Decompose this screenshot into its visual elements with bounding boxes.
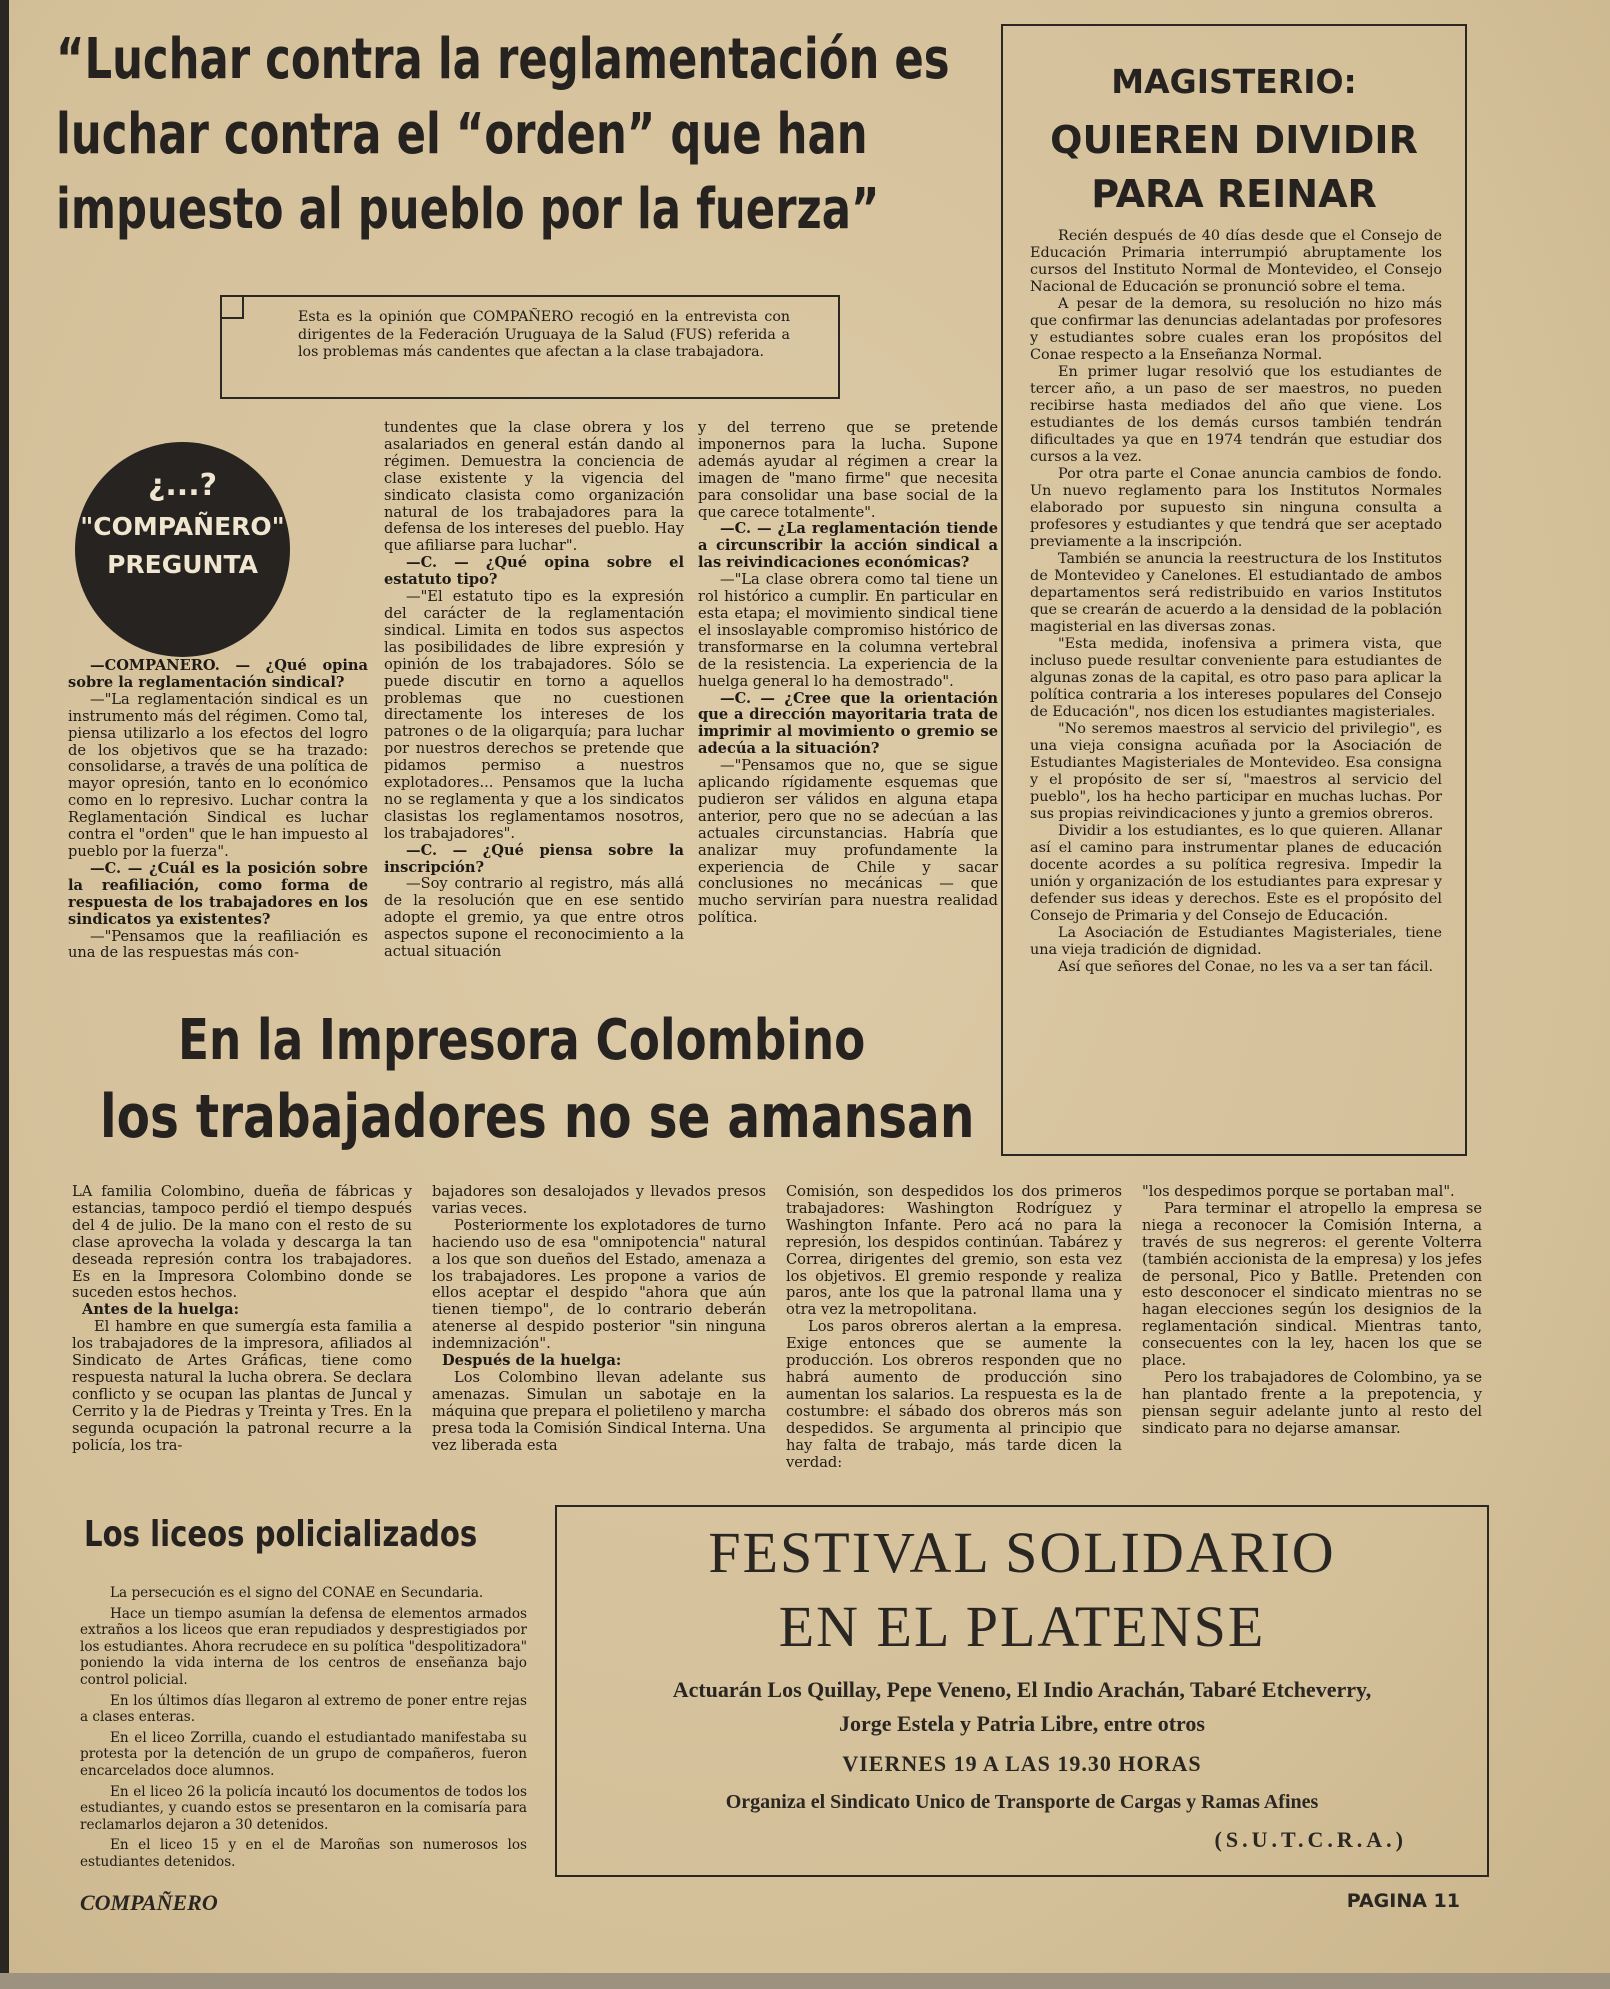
- article-paragraph: —"La clase obrera como tal tiene un rol histórico a cumplir. En particular en esta etapa; el movimiento sindical tiene el insoslayable compromiso histórico de transformarse en la columna vertebral de la resistencia. La experiencia de la huelga general lo ha demostrado".: [698, 571, 998, 690]
- article-paragraph: —C. — ¿La reglamentación tiende a circunscribir la acción sindical a las reivindicaciones económicas?: [698, 520, 998, 572]
- colombino-headline-1: En la Impresora Colombino: [178, 1008, 866, 1073]
- colombino-column-2: [432, 1184, 766, 1494]
- article-paragraph: Posteriormente los explotadores de turno haciendo uso de esa "omnipotencia" natural a los que son dueños del Estado, amenaza a los trabajadores. Les propone a varios de ellos aceptar el despido "ahora que aún tienen tiempo", de lo contrario deberán atenerse al despido posterior "sin ninguna indemnización".: [432, 1216, 766, 1353]
- article-paragraph: La Asociación de Estudiantes Magisteriales, tiene una vieja tradición de dignidad.: [1030, 925, 1442, 958]
- badge-question-marks: ¿...?: [148, 468, 217, 503]
- article-paragraph: —"La reglamentación sindical es un instrumento más del régimen. Como tal, piensa utilizarlo a los efectos del logro de los objetivos que se ha trazado: consolidarse, a través de una política de mayor opresión, tanto en lo económico como en lo represivo. Luchar contra la Reglamentación Sindical es luchar contra el "orden" que le han impuesto al pueblo por la fuerza".: [68, 690, 368, 860]
- article-paragraph: y del terreno que se pretende imponernos para la lucha. Supone además ayudar al régimen a crear la imagen de "mano firme" que necesita para consolidar una base social de la que carece totalmente".: [698, 420, 998, 521]
- article-paragraph: El hambre en que sumergía esta familia a los trabajadores de la impresora, afiliados al Sindicato de Artes Gráficas, tiene como respuesta natural la lucha obrera. Se declara conflicto y se ocupan las plantas de Juncal y Cerrito y la de Piedras y Treinta y Tres. En la segunda ocupación la patronal recurre a la policía, los tra-: [72, 1318, 412, 1454]
- article-paragraph: —Soy contrario al registro, más allá de la resolución que en ese sentido adopte el gremio, ya que entre otros aspectos supone el reconocimiento a la actual situación: [384, 875, 684, 961]
- interview-column-2: [384, 420, 684, 995]
- article-paragraph: Así que señores del Conae, no les va a ser tan fácil.: [1058, 959, 1434, 975]
- article-paragraph: —C. — ¿Qué piensa sobre la inscripción?: [384, 841, 684, 876]
- interview-intro-text: Esta es la opinión que COMPAÑERO recogió en la entrevista con dirigentes de la Federación Uruguaya de la Salud (FUS) referida a los problemas más candentes que afectan a la clase trabajadora.: [298, 309, 790, 360]
- article-paragraph: "los despedimos porque se portaban mal".: [1142, 1184, 1455, 1200]
- article-paragraph: Antes de la huelga:: [82, 1301, 240, 1319]
- page-edge: [0, 0, 9, 1989]
- article-paragraph: "Esta medida, inofensiva a primera vista, que incluso puede resultar conveniente para estudiantes de algunas zonas de la capital, es otro paso para aplicar la política contraria a los intereses populares del Consejo de Educación", nos dicen los estudiantes magisteriales.: [1030, 636, 1442, 720]
- article-paragraph: Pero los trabajadores de Colombino, ya se han plantado frente a la prepotencia, y piensan seguir adelante junto al resto del sindicato para no dejarse amansar.: [1142, 1368, 1482, 1437]
- magisterio-title-3: PARA REINAR: [1091, 172, 1377, 216]
- festival-organizer: Organiza el Sindicato Unico de Transporte de Cargas y Ramas Afines: [725, 1791, 1319, 1813]
- interview-column-1: [68, 658, 368, 994]
- article-paragraph: —C. — ¿Qué opina sobre el estatuto tipo?: [384, 554, 684, 589]
- colombino-column-3: [786, 1184, 1122, 1494]
- article-paragraph: En el liceo Zorrilla, cuando el estudiantado manifestaba su protesta por la detención de un grupo de compañeros, fueron encarcelados doce alumnos.: [80, 1729, 527, 1779]
- festival-title-2: EN EL PLATENSE: [778, 1594, 1266, 1659]
- article-paragraph: —C. — ¿Cree que la orientación que a dirección mayoritaria trata de imprimir al movimiento o gremio se adecúa a la situación?: [698, 689, 998, 758]
- magisterio-body: [1030, 228, 1442, 976]
- festival-acronym: (S.U.T.C.R.A.): [1214, 1827, 1407, 1852]
- colombino-column-4: [1142, 1184, 1482, 1494]
- liceos-headline: Los liceos policializados: [84, 1514, 478, 1555]
- festival-title-1: FESTIVAL SOLIDARIO: [708, 1520, 1336, 1585]
- companero-pregunta-badge: [75, 442, 290, 657]
- article-paragraph: En primer lugar resolvió que los estudiantes de tercer año, a un paso de ser maestros, no pueden recibirse hasta mediados del año que viene. Los estudiantes de los demás cursos también tendrán dificultades ya que en 1974 tendrán que estudiar dos cursos a la vez.: [1030, 364, 1442, 465]
- article-paragraph: La persecución es el signo del CONAE en Secundaria.: [110, 1585, 484, 1601]
- colombino-column-1: [72, 1184, 412, 1494]
- article-paragraph: En los últimos días llegaron al extremo de poner entre rejas a clases enteras.: [80, 1692, 527, 1726]
- article-paragraph: Por otra parte el Conae anuncia cambios de fondo. Un nuevo reglamento para los Institutos Normales elaborado por supuesto sin ninguna consulta a profesores y estudiantes y que tendrá que ser aceptado previamente a la inscripción.: [1030, 466, 1442, 550]
- article-paragraph: bajadores son desalojados y llevados presos varias veces.: [432, 1184, 766, 1217]
- main-headline: “Luchar contra la reglamentación es luchar contra el “orden” que han impuesto al pueblo por la fuerza”: [56, 27, 950, 242]
- footer-page-number: PAGINA 11: [1346, 1890, 1460, 1912]
- article-paragraph: Recién después de 40 días desde que el Consejo de Educación Primaria interrumpió abruptamente los cursos del Instituto Normal de Montevideo, el Consejo Nacional de Educación se pronunció sobre el tema.: [1030, 228, 1442, 295]
- magisterio-title-2: QUIEREN DIVIDIR: [1050, 118, 1418, 162]
- article-paragraph: —COMPAÑERO. — ¿Qué opina sobre la reglamentación sindical?: [68, 658, 368, 691]
- interview-column-3: [698, 420, 998, 975]
- article-paragraph: En el liceo 26 la policía incautó los documentos de todos los estudiantes, y cuando estos se presentaron en la comisaría para reclamarlos dejaron a 30 detenidos.: [80, 1783, 527, 1833]
- article-paragraph: Los paros obreros alertan a la empresa. Exige entonces que se aumente la producción. Los obreros responden que no habrá aumento de producción sino aumentan los salarios. La respuesta es la de costumbre: el sábado dos obreros más son despedidos. Se argumenta al principio que hay falta de trabajo, más tarde dicen la verdad:: [786, 1318, 1122, 1471]
- festival-ad-box: [555, 1505, 1489, 1877]
- article-paragraph: Los Colombino llevan adelante sus amenazas. Simulan un sabotaje en la máquina que prepara el polietileno y marcha presa toda la Comisión Sindical Interna. Una vez liberada esta: [432, 1368, 766, 1454]
- article-paragraph: LA familia Colombino, dueña de fábricas y estancias, tampoco perdió el tiempo después del 4 de julio. De la mano con el resto de su clase aprovecha la volada y descarga la tan deseada represión contra los trabajadores. Es en la Impresora Colombino donde se suceden estos hechos.: [72, 1184, 412, 1302]
- box-corner-accent: [220, 295, 244, 319]
- article-paragraph: Para terminar el atropello la empresa se niega a reconocer la Comisión Interna, a través de sus negreros: el gerente Volterra (también accionista de la empresa) y los jefes de personal, Pico y Batlle. Pretenden con esto desconocer el sindicato mientras no se hagan elecciones según los designios de la reglamentación sindical. Mientras tanto, consecuentes con la ley, hacen los que se place.: [1142, 1199, 1482, 1370]
- festival-performers-2: Jorge Estela y Patria Libre, entre otros: [839, 1711, 1205, 1736]
- article-paragraph: tundentes que la clase obrera y los asalariados en general están dando al régimen. Demuestra la conciencia de clase existente y la vigencia del sindicato clasista como organización natural de los trabajadores para la defensa de los intereses del pueblo. Hay que afiliarse para luchar".: [384, 420, 684, 555]
- magisterio-title-1: MAGISTERIO:: [1111, 62, 1357, 101]
- article-paragraph: También se anuncia la reestructura de los Institutos de Montevideo y Canelones. El estudiantado de ambos departamentos será redistribuido en varios Institutos que se crearán de acuerdo a la densidad de la población magisterial en las diversas zonas.: [1030, 551, 1442, 635]
- scan-bottom-strip: [0, 1973, 1610, 1989]
- article-paragraph: —"Pensamos que la reafiliación es una de las respuestas más con-: [68, 927, 368, 962]
- article-paragraph: Dividir a los estudiantes, es lo que quieren. Allanar así el camino para instrumentar planes de educación docente acordes a su política regresiva. Impedir la unión y organización de los estudiantes para expresar y defender sus ideas y derechos. Este es el propósito del Consejo de Primaria y del Consejo de Educación.: [1030, 823, 1442, 924]
- footer-publication: COMPAÑERO: [80, 1890, 218, 1915]
- article-paragraph: A pesar de la demora, su resolución no hizo más que confirmar las denuncias adelantadas por profesores y estudiantes sobre cuales eran los propósitos del Conae respecto a la Enseñanza Normal.: [1030, 296, 1442, 363]
- article-paragraph: Hace un tiempo asumían la defensa de elementos armados extraños a los liceos que eran repudiados y desprestigiados por los estudiantes. Ahora recrudece en su política "despolitizadora" poniendo la vida interna de los centros de enseñanza bajo control policial.: [80, 1605, 527, 1688]
- colombino-headline-2: los trabajadores no se amansan: [100, 1082, 975, 1152]
- article-paragraph: "No seremos maestros al servicio del privilegio", es una vieja consigna acuñada por la Asociación de Estudiantes Magisteriales de Montevideo. Esa consigna y el propósito de ser sí, "maestros al servicio del pueblo", los ha hecho participar en muchas luchas. Por sus propias reivindicaciones y junto a gremios obreros.: [1030, 721, 1442, 822]
- badge-companero: "COMPAÑERO": [80, 512, 285, 541]
- liceos-body: [80, 1585, 527, 1875]
- article-paragraph: En el liceo 15 y en el de Maroñas son numerosos los estudiantes detenidos.: [80, 1837, 527, 1870]
- festival-date: VIERNES 19 A LAS 19.30 HORAS: [842, 1751, 1202, 1776]
- article-paragraph: Comisión, son despedidos los dos primeros trabajadores: Washington Rodríguez y Washington Infante. Pero acá no para la represión, los despidos continúan. Tabárez y Correa, dirigentes del gremio, son esta vez los objetivos. El gremio responde y realiza paros, ante los que la patronal llama una y otra vez la metropolitana.: [786, 1184, 1122, 1319]
- article-paragraph: —"El estatuto tipo es la expresión del carácter de la reglamentación sindical. Limita en todos sus aspectos las posibilidades de libre expresión y opinión de los trabajadores. Sólo se puede discutir en torno a aquellos problemas que no cuestionen directamente los intereses de los patrones o de la oligarquía; para luchar por nuestros derechos se pretende que pidamos permiso a nuestros explotadores... Pensamos que la lucha no se reglamenta y que a los sindicatos clasistas los reglamentamos nosotros, los trabajadores".: [384, 588, 684, 842]
- article-paragraph: —C. — ¿Cuál es la posición sobre la reafiliación, como forma de respuesta de los trabajadores en los sindicatos ya existentes?: [68, 859, 368, 928]
- article-paragraph: Después de la huelga:: [442, 1352, 622, 1370]
- festival-performers-1: Actuarán Los Quillay, Pepe Veneno, El Indio Arachán, Tabaré Etcheverry,: [672, 1677, 1372, 1702]
- interview-intro-box: [220, 295, 840, 399]
- article-paragraph: —"Pensamos que no, que se sigue aplicando rígidamente esquemas que pudieron ser válidos en alguna etapa anterior, pero que no se adecúan a las actuales circunstancias. Habría que analizar muy profundamente la experiencia de Chile y sacar conclusiones no mecánicas — que mucho servirían para nuestra realidad política.: [698, 757, 998, 927]
- badge-pregunta: PREGUNTA: [107, 550, 258, 579]
